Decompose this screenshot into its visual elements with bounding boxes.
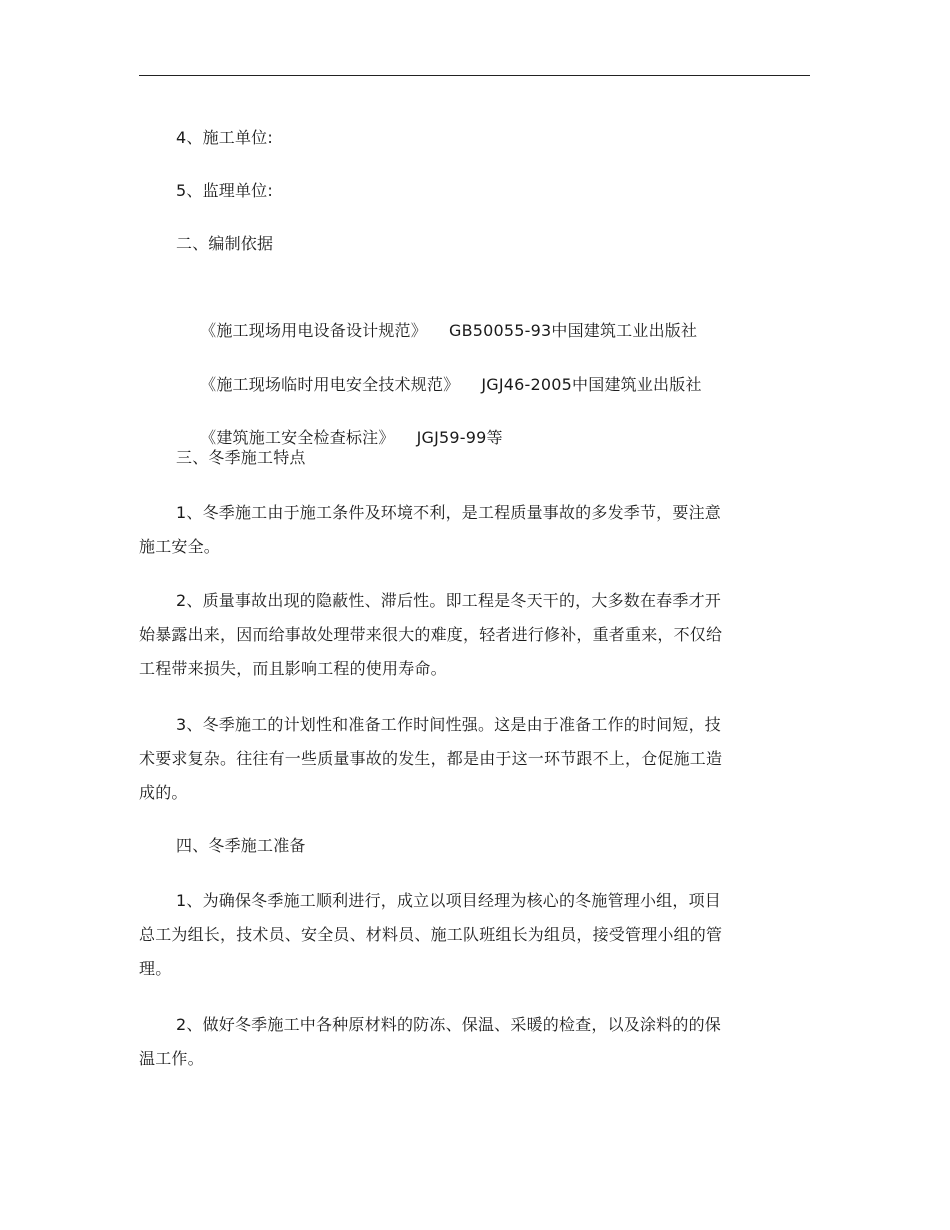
supervision-unit-line: 5、监理单位:	[176, 181, 273, 200]
paragraph-line: 施工安全。	[139, 537, 221, 556]
construction-unit-line: 4、施工单位:	[176, 128, 273, 147]
paragraph-line: 术要求复杂。往往有一些质量事故的发生，都是由于这一环节跟不上，仓促施工造	[139, 749, 723, 768]
reference-name: 《建筑施工安全检查标注》	[200, 428, 395, 447]
paragraph-line: 理。	[139, 959, 172, 978]
reference-name: 《施工现场用电设备设计规范》	[200, 321, 427, 340]
paragraph-line: 2、做好冬季施工中各种原材料的防冻、保温、采暖的检查，以及涂料的的保	[176, 1015, 721, 1034]
paragraph-line: 温工作。	[139, 1049, 204, 1068]
reference-name: 《施工现场临时用电安全技术规范》	[200, 375, 460, 394]
paragraph-line: 1、冬季施工由于施工条件及环境不利，是工程质量事故的多发季节，要注意	[176, 503, 721, 522]
reference-detail: JGJ46-2005中国建筑业出版社	[481, 375, 702, 394]
paragraph-line: 工程带来损失，而且影响工程的使用寿命。	[139, 659, 447, 678]
section-4-title: 四、冬季施工准备	[176, 836, 306, 855]
paragraph-line: 总工为组长，技术员、安全员、材料员、施工队班组长为组员，接受管理小组的管	[139, 925, 723, 944]
reference-detail: GB50055-93中国建筑工业出版社	[448, 321, 698, 340]
section-2-title: 二、编制依据	[176, 234, 274, 253]
paragraph-line: 3、冬季施工的计划性和准备工作时间性强。这是由于准备工作的时间短，技	[176, 715, 721, 734]
header-rule	[139, 75, 810, 76]
paragraph-line: 1、为确保冬季施工顺利进行，成立以项目经理为核心的冬施管理小组，项目	[176, 891, 721, 910]
paragraph-line: 2、质量事故出现的隐蔽性、滞后性。即工程是冬天干的，大多数在春季才开	[176, 591, 721, 610]
reference-detail: JGJ59-99等	[416, 428, 503, 447]
section-3-title: 三、冬季施工特点	[176, 448, 306, 467]
paragraph-line: 成的。	[139, 783, 188, 802]
paragraph-line: 始暴露出来，因而给事故处理带来很大的难度，轻者进行修补，重者重来，不仅给	[139, 625, 723, 644]
